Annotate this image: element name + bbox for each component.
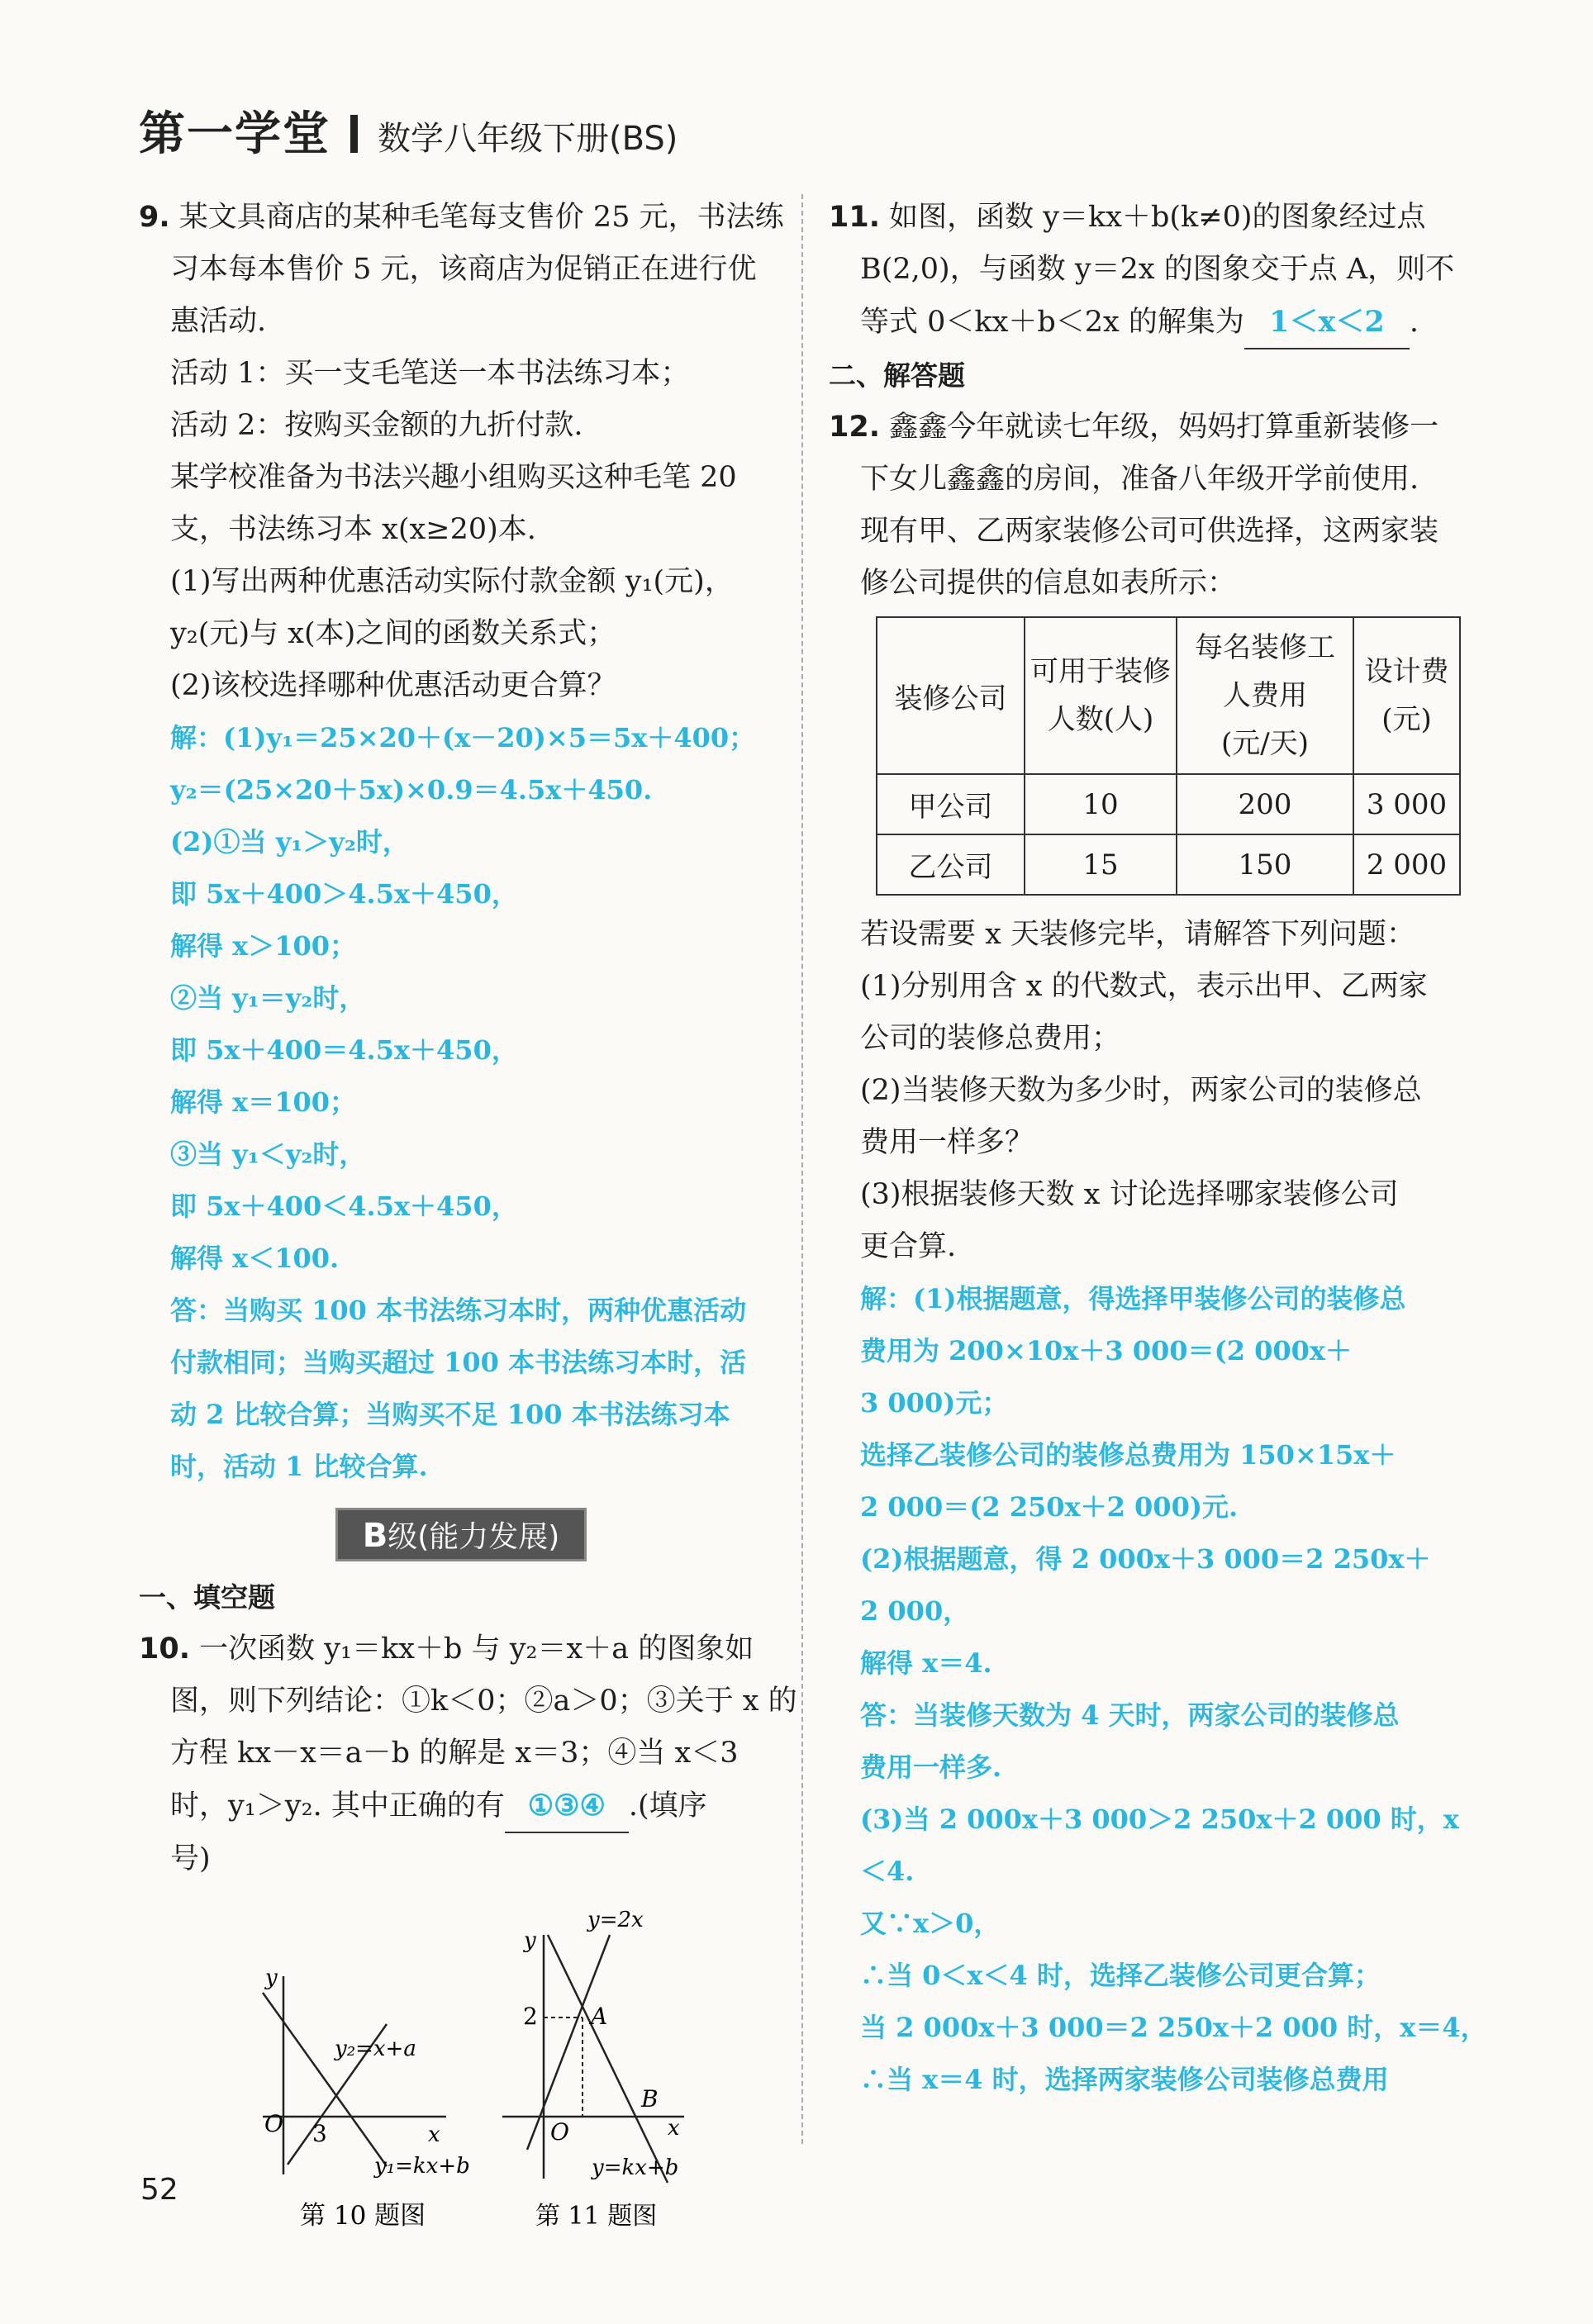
answer-line: 答：当购买 100 本书法练习本时，两种优惠活动 [170, 1295, 747, 1326]
left-column [139, 192, 797, 2232]
answer-line: 时，活动 1 比较合算. [170, 1451, 428, 1482]
column-divider [801, 194, 803, 2144]
answer-line: 即 5x＋400＞4.5x＋450， [170, 878, 518, 910]
answer-line: ∴当 x＝4 时，选择两家装修公司装修总费用 [860, 2064, 1389, 2095]
q10-line: 图，则下列结论：①k＜0；②a＞0；③关于 x 的 [170, 1685, 797, 1718]
q12-line: 费用一样多？ [860, 1126, 1034, 1159]
decoration-company-table [876, 616, 1461, 896]
q9-line: 活动 1：买一支毛笔送一本书法练习本； [170, 357, 690, 390]
fig10-label-y1: y₁=kx+b [374, 2154, 470, 2179]
answer-line: ②当 y₁＝y₂时， [170, 982, 366, 1014]
q12-answer [829, 1273, 1487, 2106]
answer-line: (3)当 2 000x＋3 000＞2 250x＋2 000 时，x [860, 1804, 1459, 1835]
answer-line: 又∵x＞0， [860, 1908, 1001, 1939]
answer-line: ＜4. [860, 1856, 915, 1887]
fig11-label-bottom: y=kx+b [592, 2155, 679, 2180]
brand-title: 第一学堂 [139, 107, 330, 161]
page-number: 52 [140, 2173, 178, 2207]
line-kx-b [548, 1935, 668, 2183]
table-cell: 2 000 [1353, 834, 1460, 895]
page-header [139, 97, 1543, 164]
figure-10-11 [139, 1902, 783, 2232]
table-cell: 3 000 [1353, 774, 1460, 834]
answer-line: 2 000， [860, 1595, 970, 1627]
table-header-row [877, 617, 1460, 774]
answer-line: 解得 x＝100； [170, 1086, 357, 1118]
question-9 [139, 192, 783, 712]
fig10-caption: 第 10 题图 [300, 2201, 426, 2231]
fig10-label-y2: y₂=x+a [335, 2036, 416, 2061]
q11-answer-blank: 1＜x＜2 [1244, 296, 1410, 349]
q11-line: 如图，函数 y＝kx＋b(k≠0)的图象经过点 [889, 201, 1426, 234]
q9-line: y₂(元)与 x(本)之间的函数关系式； [170, 617, 616, 650]
table-cell: 15 [1025, 834, 1177, 895]
table-header: 装修公司 [877, 617, 1025, 774]
fig11-yaxis: y [524, 1928, 536, 1953]
table-cell: 10 [1025, 774, 1177, 834]
answer-line: 解：(1)根据题意，得选择甲装修公司的装修总 [860, 1283, 1406, 1314]
figure-11 [502, 1908, 684, 2231]
answer-line: 即 5x＋400＝4.5x＋450， [170, 1034, 518, 1066]
fig10-origin: O [264, 2110, 283, 2137]
answer-line: (2)根据题意，得 2 000x＋3 000＝2 250x＋ [860, 1543, 1431, 1575]
table-header: 设计费 (元) [1353, 617, 1460, 774]
answer-line: ③当 y₁＜y₂时， [170, 1138, 366, 1170]
fig10-yaxis: y [265, 1965, 278, 1990]
fig10-tick: 3 [312, 2120, 327, 2147]
table-header: 每名装修工 人费用 (元/天) [1177, 617, 1353, 774]
header-divider [350, 115, 358, 153]
section-heading-answer: 二、解答题 [829, 359, 965, 392]
answer-line: (2)①当 y₁＞y₂时， [170, 826, 409, 858]
table-cell: 乙公司 [877, 834, 1025, 895]
question-12 [829, 402, 1473, 1273]
answer-line: 即 5x＋400＜4.5x＋450， [170, 1191, 518, 1222]
q9-line: 某文具商店的某种毛笔每支售价 25 元，书法练 [178, 201, 784, 234]
answer-line: 2 000＝(2 250x＋2 000)元. [860, 1491, 1239, 1523]
q9-line: 习本每本售价 5 元，该商店为促销正在进行优 [170, 253, 757, 286]
fig11-xaxis: x [668, 2116, 680, 2141]
q10-answer-blank: ①③④ [505, 1780, 629, 1833]
answer-line: 解得 x＜100. [170, 1243, 340, 1274]
answer-line: 费用为 200×10x＋3 000＝(2 000x＋ [860, 1335, 1352, 1366]
q10-line: 方程 kx－x＝a－b 的解是 x＝3；④当 x＜3 [170, 1737, 739, 1770]
answer-line: 当 2 000x＋3 000＝2 250x＋2 000 时，x＝4， [860, 2012, 1487, 2043]
q9-line: 活动 2：按购买金额的九折付款. [170, 409, 583, 442]
q12-line: 现有甲、乙两家装修公司可供选择，这两家装 [860, 515, 1439, 548]
answer-line: 解得 x＞100； [170, 930, 357, 962]
q10-line: 号) [170, 1842, 211, 1875]
table-cell: 150 [1177, 834, 1353, 895]
fig11-point-b: B [641, 2085, 659, 2113]
fig11-tick: 2 [523, 2003, 538, 2030]
table-row [877, 834, 1460, 895]
answer-line: 答：当装修天数为 4 天时，两家公司的装修总 [860, 1699, 1400, 1731]
answer-line: ∴当 0＜x＜4 时，选择乙装修公司更合算； [860, 1960, 1381, 1991]
q9-line: (1)写出两种优惠活动实际付款金额 y₁(元)， [170, 565, 734, 598]
answer-line: 解得 x＝4. [860, 1647, 992, 1679]
q9-line: 支，书法练习本 x(x≥20)本. [170, 513, 536, 546]
q11-line: . [1409, 306, 1419, 339]
table-cell: 200 [1177, 774, 1353, 834]
q12-line: 修公司提供的信息如表所示： [860, 567, 1237, 600]
level-banner [139, 1508, 783, 1561]
q9-line: (2)该校选择哪种优惠活动更合算？ [170, 669, 616, 702]
q12-line: 若设需要 x 天装修完毕，请解答下列问题： [860, 918, 1415, 951]
figures-area [139, 1902, 783, 2232]
fig11-caption: 第 11 题图 [535, 2202, 658, 2231]
fig11-point-a: A [591, 2003, 608, 2030]
question-number: 11. [829, 201, 881, 234]
q11-line: 等式 0＜kx＋b＜2x 的解集为 [860, 306, 1244, 339]
fig11-origin: O [550, 2118, 569, 2146]
q12-line: (2)当装修天数为多少时，两家公司的装修总 [860, 1074, 1422, 1107]
level-label: 级(能力发展) [388, 1520, 560, 1554]
figure-10 [263, 1965, 470, 2231]
question-number: 9. [139, 201, 170, 234]
q12-line: (1)分别用含 x 的代数式，表示出甲、乙两家 [860, 970, 1428, 1003]
answer-line: y₂＝(25×20＋5x)×0.9＝4.5x＋450. [170, 774, 653, 806]
q12-line: 鑫鑫今年就读七年级，妈妈打算重新装修一 [889, 411, 1439, 444]
answer-line: 付款相同；当购买超过 100 本书法练习本时，活 [170, 1347, 747, 1378]
level-letter: B [362, 1517, 388, 1555]
question-10 [139, 1623, 797, 1885]
q10-line: 时，y₁＞y₂. 其中正确的有 [170, 1789, 505, 1823]
answer-line: 选择乙装修公司的装修总费用为 150×15x＋ [860, 1439, 1396, 1471]
q10-line: 一次函数 y₁＝kx＋b 与 y₂＝x＋a 的图象如 [199, 1633, 754, 1666]
q9-line: 某学校准备为书法兴趣小组购买这种毛笔 20 [170, 461, 737, 494]
q10-line: .(填序 [628, 1789, 707, 1823]
question-number: 12. [829, 411, 881, 444]
q12-line: 公司的装修总费用； [860, 1022, 1121, 1055]
q12-line: 更合算. [860, 1230, 957, 1263]
fig10-xaxis: x [428, 2122, 440, 2147]
q9-answer [139, 712, 783, 1493]
answer-line: 3 000)元； [860, 1387, 1009, 1419]
table-cell: 甲公司 [877, 774, 1025, 834]
table-header: 可用于装修 人数(人) [1025, 617, 1177, 774]
answer-line: 动 2 比较合算；当购买不足 100 本书法练习本 [170, 1399, 730, 1430]
book-title: 数学八年级下册(BS) [378, 120, 678, 158]
table-row [877, 774, 1460, 834]
question-11 [829, 192, 1473, 349]
q11-line: B(2,0)，与函数 y＝2x 的图象交于点 A，则不 [860, 253, 1455, 286]
answer-line: 费用一样多. [860, 1751, 1002, 1783]
q9-line: 惠活动. [170, 305, 267, 338]
q12-line: (3)根据装修天数 x 讨论选择哪家装修公司 [860, 1178, 1399, 1211]
answer-line: 解：(1)y₁＝25×20＋(x－20)×5＝5x＋400； [170, 722, 756, 753]
right-column [829, 192, 1487, 2106]
question-number: 10. [139, 1633, 191, 1666]
fig11-label-top: y=2x [587, 1908, 644, 1932]
section-heading-fill: 一、填空题 [139, 1581, 275, 1613]
q12-line: 下女儿鑫鑫的房间，准备八年级开学前使用. [860, 463, 1419, 496]
